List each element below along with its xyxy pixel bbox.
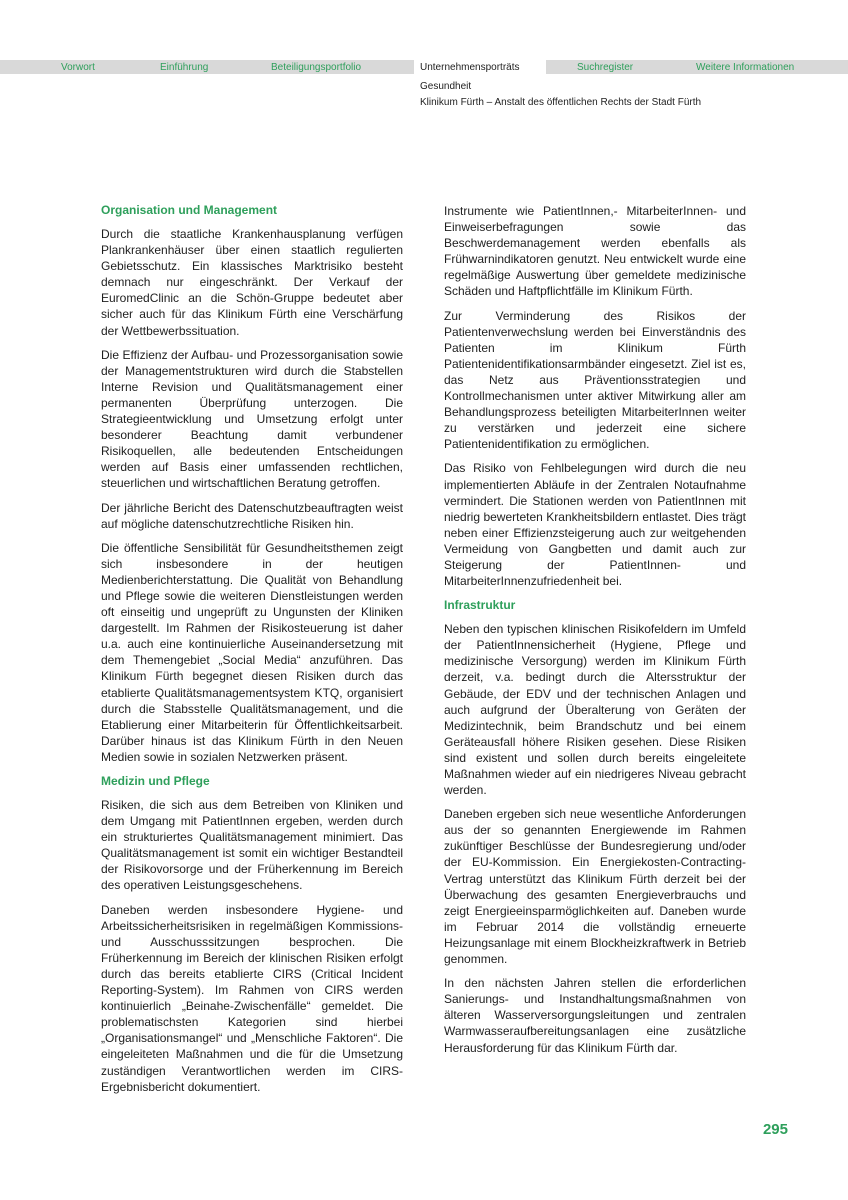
paragraph: Daneben werden insbesondere Hygiene- und Arbeitssicherheitsrisiken in regelmäßigen Kommissions- und Ausschusssitzungen besprochen. Die Früherkennung im Bereich der klinischen Risiken erfolgt durch das bereits etablierte CIRS (Critical Incident Reporting-System). Im Rahmen von CIRS werden kontinuierlich „Beinahe-Zwischenfälle“ gemeldet. Die problematischsten Kategorien sind hierbei „Organisationsmangel“ und „Menschliche Faktoren“. Die eingeleiteten Maßnahmen und die für die Umsetzung zuständigen Verantwortlichen werden im CIRS-Ergebnisbericht dokumentiert.	[101, 902, 403, 1094]
heading-organisation-management: Organisation und Management	[101, 203, 278, 217]
company-title: Klinikum Fürth – Anstalt des öffentlichen Rechts der Stadt Fürth	[420, 97, 702, 108]
heading-infrastruktur: Infrastruktur	[444, 598, 516, 613]
right-column	[444, 203, 746, 1064]
heading-medizin-pflege: Medizin und Pflege	[101, 774, 210, 788]
top-navigation	[0, 60, 848, 74]
nav-unternehmensportraets[interactable]: Unternehmensporträts	[414, 60, 546, 74]
paragraph: In den nächsten Jahren stellen die erforderlichen Sanierungs- und Instandhaltungsmaßnahmen von älteren Wasserversorgungsleitungen und zentralen Warmwasseraufbereitungsanlagen eine zusätzliche Herausforderung für das Klinikum Fürth dar.	[444, 976, 746, 1055]
paragraph: Zur Verminderung des Risikos der Patientenverwechslung werden bei Einverständnis des Patienten im Klinikum Fürth Patientenidentifikationsarmbänder eingesetzt. Ziel ist es, das Netz aus Präventionsstrategien und Kontrollmechanismen unter aktiver Mitwirkung aller am Behandlungsprozess beteiligten MitarbeiterInnen weiter zu verstärken und jederzeit eine sichere Patientenidentifikation zu ermöglichen.	[444, 308, 746, 452]
paragraph: Instrumente wie PatientInnen,- MitarbeiterInnen- und Einweiserbefragungen sowie das Beschwerdemanagement werden ebenfalls als Frühwarnindikatoren genutzt. Neu entwickelt wurde eine regelmäßige Auswertung über gemeldete medizinische Schäden und Haftpflichtfälle im Klinikum Fürth.	[444, 204, 746, 299]
paragraph: Das Risiko von Fehlbelegungen wird durch die neu implementierten Abläufe in der Zentralen Notaufnahme vermindert. Die Stationen werden von PatientInnen mit niedrig bewerteten Krankheitsbildern entlastet. Dies trägt neben einer Effizienzsteigerung auch zur weitgehenden Vermeidung von Gangbetten und damit auch zur Steigerung der PatientInnen- und MitarbeiterInnenzufriedenheit bei.	[444, 461, 746, 589]
paragraph: Die öffentliche Sensibilität für Gesundheitsthemen zeigt sich insbesondere in der heutigen Medienberichterstattung. Die Qualität von Behandlung und Pflege sowie die weiteren Dienstleistungen werden oft einseitig und ungeprüft zu Ungunsten der Kliniken dargestellt. Im Rahmen der Risikosteuerung ist daher u.a. auch eine kontinuierliche Auseinandersetzung mit dem Themengebiet „Social Media“ anzuführen. Das Klinikum Fürth begegnet diesen Risiken durch das etablierte Qualitätsmanagementsystem KTQ, organisiert durch die Stabsstelle Qualitätsmanagement, und die Etablierung einer Mitarbeiterin für Öffentlichkeitsarbeit. Darüber hinaus ist das Klinikum Fürth in den Neuen Medien sowie in sozialen Netzwerken präsent.	[101, 540, 403, 764]
paragraph: Die Effizienz der Aufbau- und Prozessorganisation sowie der Managementstrukturen wird durch die Stabstellen Interne Revision und Qualitätsmanagement einer permanenten Überprüfung unterzogen. Die Strategieentwicklung und Umsetzung erfolgt unter besonderer Beachtung damit verbundener Risikoquellen, alle bedeutenden Entscheidungen werden auf Basis einer umfassenden rechtlichen, steuerlichen und wirtschaftlichen Beratung getroffen.	[101, 347, 403, 491]
paragraph: Der jährliche Bericht des Datenschutzbeauftragten weist auf mögliche datenschutzrechtliche Risiken hin.	[101, 500, 403, 531]
nav-weitere-informationen[interactable]: Weitere Informationen	[696, 62, 795, 73]
nav-vorwort[interactable]: Vorwort	[61, 62, 95, 73]
section-name: Gesundheit	[420, 81, 472, 92]
paragraph: Daneben ergeben sich neue wesentliche Anforderungen aus der so genannten Energiewende im Rahmen zukünftiger Beschlüsse der Bundesregierung und/oder der EU-Kommission. Ein Energiekosten-Contracting-Vertrag unterstützt das Klinikum Fürth derzeit bei der Überwachung des gesamten Energieverbrauchs und zeigt Energieeinsparmöglichkeiten auf. Daneben wurde im Februar 2014 die vollständig erneuerte Heizungsanlage mit einem Blockheizkraftwerk in Betrieb genommen.	[444, 807, 746, 967]
left-column	[101, 202, 403, 1103]
paragraph: Neben den typischen klinischen Risikofeldern im Umfeld der PatientInnensicherheit (Hygiene, Pflege und medizinische Versorgung) werden im Klinikum Fürth derzeit, v.a. bedingt durch die Altersstruktur der Gebäude, der EDV und der technischen Anlagen und auch aufgrund der Überalterung von Geräten der Medizintechnik, beim Brandschutz und bei einem Geräteausfall höhere Risiken gesehen. Diese Risiken sind existent und sollen durch bereits eingeleitete Maßnahmen wieder auf ein niedrigeres Niveau gebracht werden.	[444, 622, 746, 798]
paragraph: Durch die staatliche Krankenhausplanung verfügen Plankrankenhäuser über einen staatlich regulierten Gebietsschutz. Ein klassisches Marktrisiko besteht demnach nur eingeschränkt. Der Verkauf der EuromedClinic an die Schön-Gruppe bedeutet aber sicher auch für das Klinikum Fürth eine Verschärfung der Wettbewerbssituation.	[101, 227, 403, 338]
nav-einfuehrung[interactable]: Einführung	[160, 62, 209, 73]
page-number: 295	[762, 1121, 788, 1138]
paragraph: Risiken, die sich aus dem Betreiben von Kliniken und dem Umgang mit PatientInnen ergeben, werden durch ein strukturiertes Qualitätsmanagement minimiert. Das Qualitätsmanagement ist somit ein wichtiger Bestandteil der Risikovorsorge und der Früherkennung im Bereich des operativen Leistungsgeschehens.	[101, 798, 403, 893]
section-header	[420, 79, 701, 111]
nav-suchregister[interactable]: Suchregister	[577, 62, 634, 73]
nav-beteiligungsportfolio[interactable]: Beteiligungsportfolio	[271, 62, 362, 73]
